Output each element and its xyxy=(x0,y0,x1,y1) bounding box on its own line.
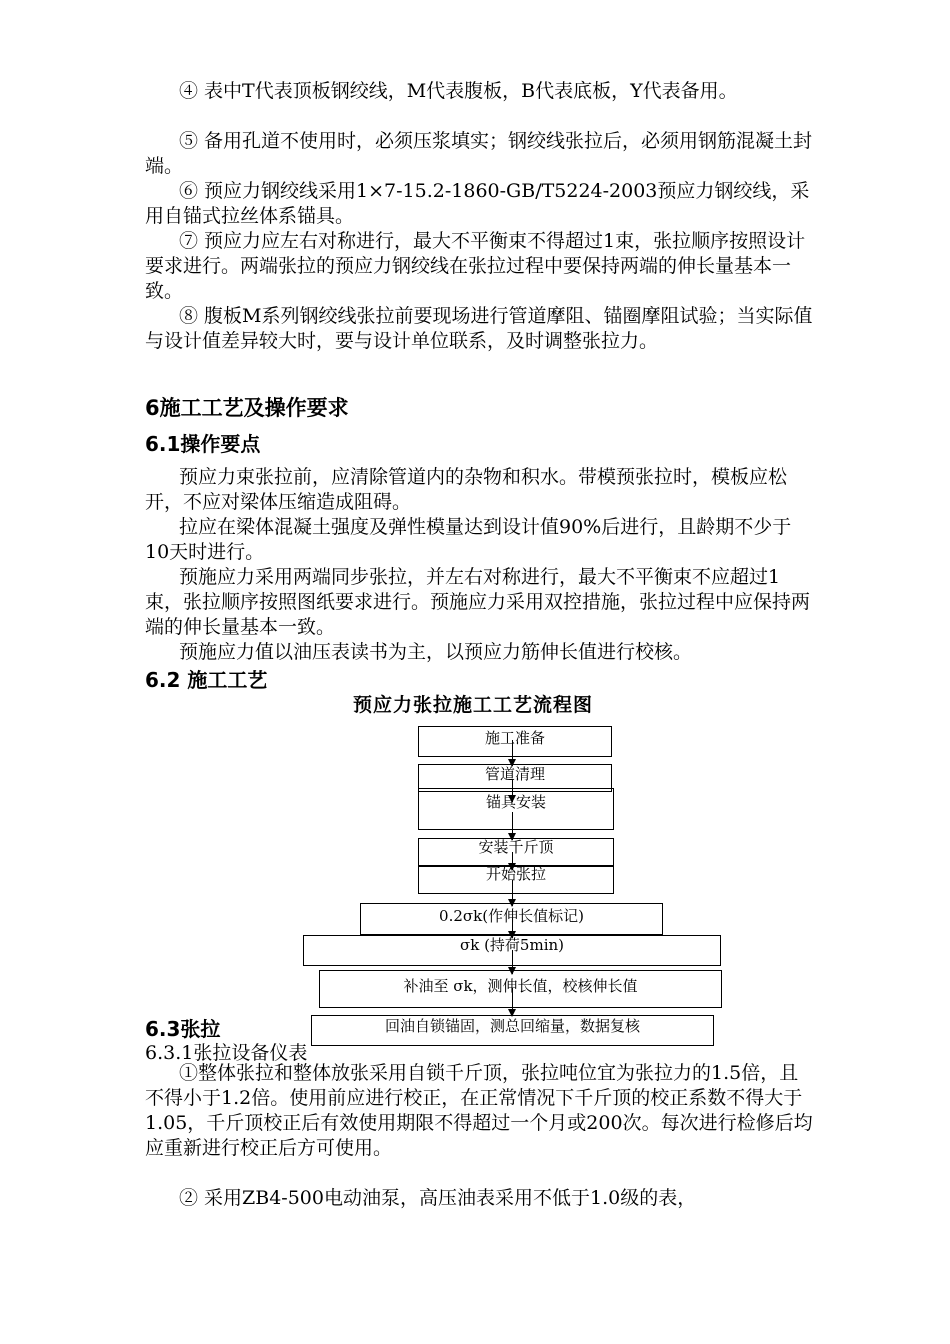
flow-step-label: 0.2σk(作伸长值标记) xyxy=(439,907,584,925)
flow-step-label: 回油自锁锚固，测总回缩量，数据复核 xyxy=(384,1017,640,1035)
flow-step-refill-measure xyxy=(319,970,722,1008)
flow-step-anchor-install xyxy=(418,788,614,830)
flow-arrow xyxy=(512,988,513,1016)
section-6-3-1-heading: 6.3.1张拉设备仪表 xyxy=(145,1042,308,1064)
note-7: ⑦ 预应力应左右对称进行，最大不平衡束不得超过1束，张拉顺序按照设计要求进行。两端张拉的预应力钢绞线在张拉过程中要保持两端的伸长量基本一致。 xyxy=(145,230,806,302)
s61-paragraph-3: 预施应力采用两端同步张拉，并左右对称进行，最大不平衡束不应超过1束，张拉顺序按照图纸要求进行。预施应力采用双控措施，张拉过程中应保持两端的伸长量基本一致。 xyxy=(145,566,811,638)
flow-step-jack-install xyxy=(418,838,614,866)
s61-paragraph-2: 拉应在梁体混凝土强度及弹性模量达到设计值90%后进行，且龄期不少于10天时进行。 xyxy=(145,516,792,563)
section-6-2-heading: 6.2 施工工艺 xyxy=(145,668,268,692)
flow-arrow xyxy=(512,812,513,840)
flow-step-label: 施工准备 xyxy=(484,729,545,747)
s61-paragraph-4: 预施应力值以油压表读书为主，以预应力筋伸长值进行校核。 xyxy=(179,641,693,663)
s631-paragraph-2: ② 采用ZB4-500电动油泵，高压油表采用不低于1.0级的表， xyxy=(179,1187,697,1209)
note-6: ⑥ 预应力钢绞线采用1×7-15.2-1860-GB/T5224-2003预应力钢绞线，采用自锚式拉丝体系锚具。 xyxy=(145,180,810,227)
s61-paragraph-1: 预应力束张拉前，应清除管道内的杂物和积水。带模预张拉时，模板应松开，不应对梁体压缩造成阻碍。 xyxy=(145,466,788,513)
note-4: ④ 表中T代表顶板钢绞线，M代表腹板，B代表底板，Y代表备用。 xyxy=(179,80,738,102)
flow-step-label: 补油至 σk，测伸长值，校核伸长值 xyxy=(403,977,638,995)
flowchart-title: 预应力张拉施工工艺流程图 xyxy=(353,694,594,716)
flow-step-label: σk (持荷5min) xyxy=(459,936,565,954)
flow-step-label: 安装千斤顶 xyxy=(478,838,554,856)
flow-arrow xyxy=(512,740,513,766)
flow-step-label: 开始张拉 xyxy=(485,865,546,883)
section-6-heading: 6施工工艺及操作要求 xyxy=(145,396,349,420)
section-6-3-heading: 6.3张拉 xyxy=(145,1017,221,1041)
flow-step-label: 管道清理 xyxy=(484,765,545,783)
section-6-1-heading: 6.1操作要点 xyxy=(145,432,261,456)
flow-step-start-tension xyxy=(418,866,614,894)
flow-step-label: 锚具安装 xyxy=(485,793,546,811)
s631-paragraph-1: ①整体张拉和整体放张采用自锁千斤顶，张拉吨位宜为张拉力的1.5倍，且不得小于1.2倍。使用前应进行校正，在正常情况下千斤顶的校正系数不得大于1.05，千斤顶校正后有效使用期限不得超过一个月或200次。每次进行检修后均应重新进行校正后方可使用。 xyxy=(145,1062,813,1159)
note-5: ⑤ 备用孔道不使用时，必须压浆填实；钢绞线张拉后，必须用钢筋混凝土封端。 xyxy=(145,130,813,177)
flow-step-anchor-retract xyxy=(311,1015,714,1046)
flow-step-prepare xyxy=(418,726,612,757)
note-8: ⑧ 腹板M系列钢绞线张拉前要现场进行管道摩阻、锚圈摩阻试验；当实际值与设计值差异较大时，要与设计单位联系，及时调整张拉力。 xyxy=(145,305,813,352)
